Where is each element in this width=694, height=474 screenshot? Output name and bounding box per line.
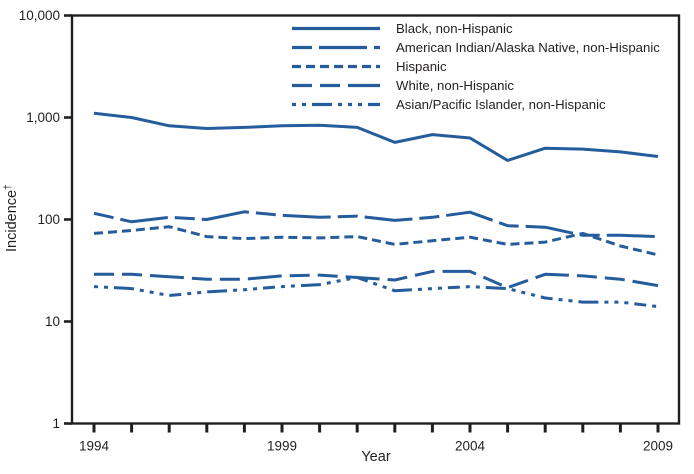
y-tick-label: 10,000 (18, 8, 60, 23)
x-tick-label: 2004 (454, 438, 486, 454)
x-tick-label: 2009 (642, 438, 674, 454)
legend-item (292, 21, 513, 36)
legend-item (292, 40, 660, 55)
legend-label: American Indian/Alaska Native, non-Hispanic (396, 40, 660, 55)
legend-label: Hispanic (396, 59, 447, 74)
legend-item (292, 78, 514, 93)
y-tick-label: 100 (37, 212, 60, 227)
legend-item (292, 97, 606, 112)
legend-label: Asian/Pacific Islander, non-Hispanic (396, 97, 606, 112)
series-line-american-indian-alaska-native-non-hispanic (94, 212, 658, 237)
x-tick-label: 1994 (78, 438, 110, 454)
legend-label: White, non-Hispanic (396, 78, 515, 93)
y-tick-label: 10 (44, 314, 60, 329)
x-axis-title: Year (361, 449, 391, 465)
series-line-black-non-hispanic (94, 113, 658, 160)
legend-label: Black, non-Hispanic (396, 21, 513, 36)
data-series (94, 113, 658, 306)
legend-item (292, 59, 447, 74)
series-line-asian-pacific-islander-non-hispanic (94, 278, 658, 307)
x-tick-label: 1999 (266, 438, 298, 454)
legend (292, 21, 660, 112)
y-axis-ticks (19, 8, 72, 431)
y-axis-title: Incidence† (3, 184, 20, 252)
y-tick-label: 1,000 (26, 110, 60, 125)
y-tick-label: 1 (52, 416, 60, 431)
series-line-hispanic (94, 227, 658, 255)
